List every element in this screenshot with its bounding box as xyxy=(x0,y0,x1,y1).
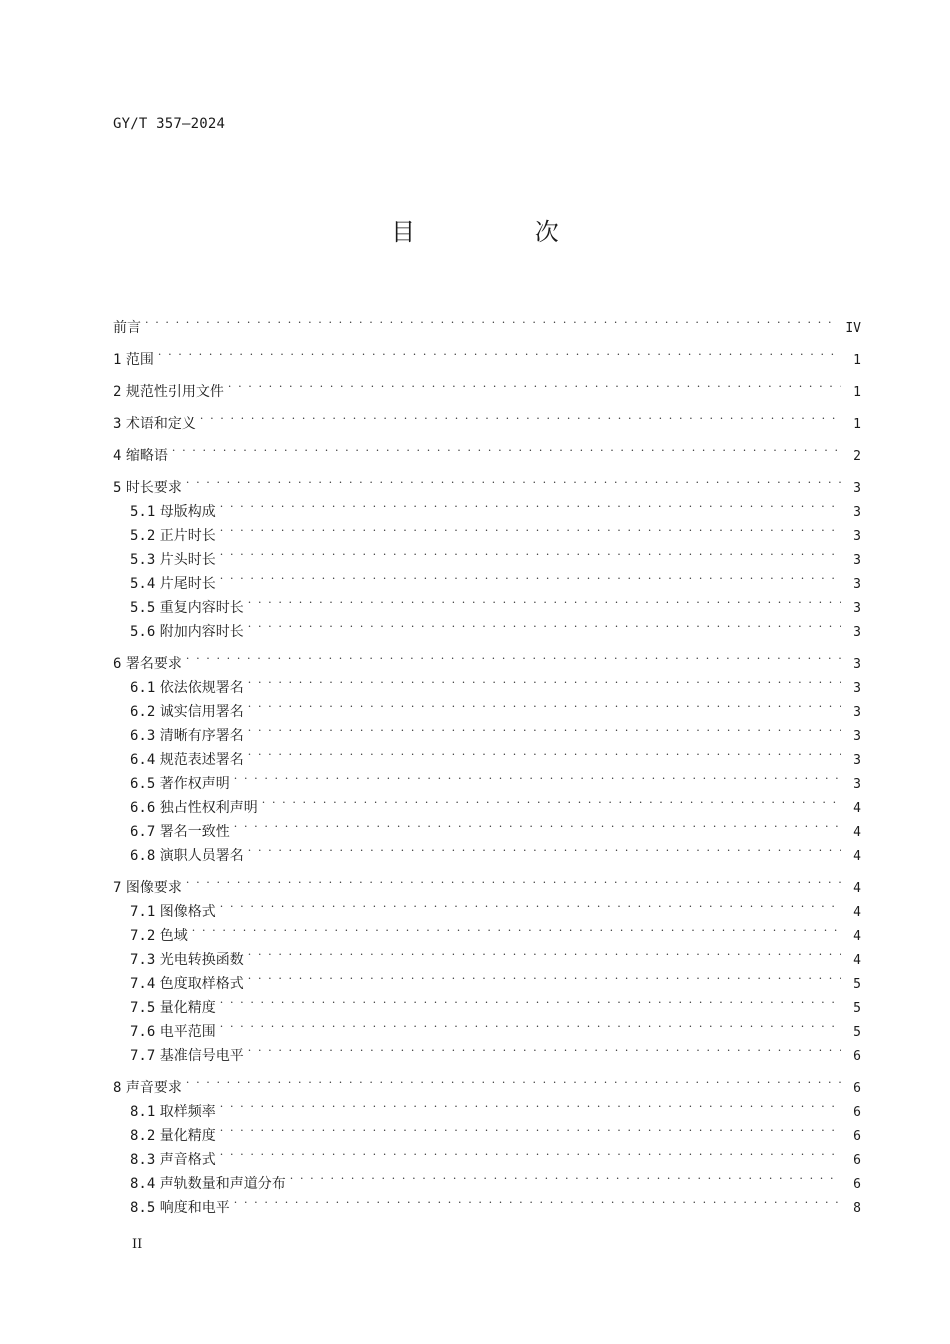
toc-entry-page: 6 xyxy=(853,1129,861,1144)
toc-entry-label xyxy=(130,1044,248,1068)
toc-entry-text: 声音要求 xyxy=(125,1080,182,1096)
toc-entry-number: 3 xyxy=(113,416,122,432)
dot-leader xyxy=(192,916,841,940)
toc-entry[interactable] xyxy=(113,564,861,592)
dot-leader xyxy=(220,564,841,588)
toc-entry-number: 8.2 xyxy=(130,1128,156,1144)
toc-entry-label xyxy=(130,1100,220,1124)
toc-entry-page: 3 xyxy=(853,553,861,568)
toc-entry[interactable] xyxy=(113,340,861,368)
toc-entry-label xyxy=(130,1020,220,1044)
dot-leader xyxy=(248,668,841,692)
toc-entry-page: 5 xyxy=(853,1001,861,1016)
dot-leader xyxy=(262,788,841,812)
toc-entry[interactable] xyxy=(113,868,861,896)
toc-entry-number: 2 xyxy=(113,384,122,400)
toc-entry-page: 4 xyxy=(853,801,861,816)
dot-leader xyxy=(228,372,841,396)
toc-entry-label xyxy=(130,548,220,572)
toc-entry-number: 7.5 xyxy=(130,1000,156,1016)
toc-entry-text: 时长要求 xyxy=(125,480,182,496)
toc-entry-label xyxy=(130,676,248,700)
toc-entry-text: 取样频率 xyxy=(159,1104,216,1120)
toc-entry-text: 前言 xyxy=(113,320,141,336)
dot-leader xyxy=(248,716,841,740)
toc-title: 目 次 xyxy=(391,218,615,246)
toc-entry-page: 3 xyxy=(853,625,861,640)
toc-entry-number: 1 xyxy=(113,352,122,368)
dot-leader xyxy=(186,1068,841,1092)
toc-entry-number: 8 xyxy=(113,1080,122,1096)
toc-entry-number: 7 xyxy=(113,880,122,896)
toc-entry-label xyxy=(130,844,248,868)
toc-entry-label xyxy=(130,596,248,620)
toc-entry[interactable] xyxy=(113,1092,861,1120)
toc-entry-number: 6.4 xyxy=(130,752,156,768)
toc-entry-text: 范围 xyxy=(125,352,154,368)
toc-entry-page: 3 xyxy=(853,777,861,792)
toc-entry-label xyxy=(130,748,248,772)
toc-entry-label xyxy=(113,876,186,900)
toc-entry-label xyxy=(113,476,186,500)
toc-entry[interactable] xyxy=(113,404,861,432)
toc-entry-page: 2 xyxy=(853,449,861,464)
toc-entry-text: 基准信号电平 xyxy=(159,1048,244,1064)
toc-entry-label xyxy=(130,724,248,748)
toc-entry-text: 色域 xyxy=(159,928,188,944)
toc-entry[interactable] xyxy=(113,892,861,920)
toc-entry-text: 独占性权利声明 xyxy=(159,800,258,816)
dot-leader xyxy=(234,1188,841,1212)
toc-entry-number: 6 xyxy=(113,656,122,672)
dot-leader xyxy=(220,1092,841,1116)
dot-leader xyxy=(220,540,841,564)
toc-entry-text: 光电转换函数 xyxy=(159,952,244,968)
toc-entry[interactable] xyxy=(113,540,861,568)
dot-leader xyxy=(158,340,841,364)
toc-entry-label xyxy=(130,948,248,972)
toc-entry-number: 6.3 xyxy=(130,728,156,744)
toc-entry-page: 4 xyxy=(853,849,861,864)
toc-entry-page: 3 xyxy=(853,577,861,592)
toc-entry-number: 7.2 xyxy=(130,928,156,944)
toc-entry[interactable] xyxy=(113,1068,861,1096)
toc-entry-text: 清晰有序署名 xyxy=(159,728,244,744)
toc-entry-text: 量化精度 xyxy=(159,1000,216,1016)
dot-leader xyxy=(186,868,841,892)
toc-entry-number: 6.8 xyxy=(130,848,156,864)
toc-entry-text: 量化精度 xyxy=(159,1128,216,1144)
dot-leader xyxy=(248,940,841,964)
toc-entry-number: 5.5 xyxy=(130,600,156,616)
toc-entry[interactable] xyxy=(113,1164,861,1192)
toc-entry-text: 色度取样格式 xyxy=(159,976,244,992)
toc-entry-number: 7.4 xyxy=(130,976,156,992)
dot-leader xyxy=(145,308,839,332)
toc-entry-page: 6 xyxy=(853,1177,861,1192)
toc-entry-label xyxy=(113,652,186,676)
toc-entry-page: 6 xyxy=(853,1153,861,1168)
toc-entry-page: 1 xyxy=(853,353,861,368)
toc-entry-number: 7.3 xyxy=(130,952,156,968)
toc-entry-page: 4 xyxy=(853,929,861,944)
toc-entry[interactable] xyxy=(113,916,861,944)
toc-entry-number: 6.1 xyxy=(130,680,156,696)
toc-entry-number: 8.5 xyxy=(130,1200,156,1216)
toc-entry-text: 术语和定义 xyxy=(125,416,196,432)
toc-entry-label xyxy=(130,620,248,644)
dot-leader xyxy=(248,1036,841,1060)
toc-entry-text: 演职人员署名 xyxy=(159,848,244,864)
toc-entry-page: IV xyxy=(845,321,861,336)
toc-entry-page: 3 xyxy=(853,705,861,720)
toc-entry-text: 图像要求 xyxy=(125,880,182,896)
toc-entry[interactable] xyxy=(113,1036,861,1064)
toc-entry-page: 6 xyxy=(853,1105,861,1120)
toc-entry-text: 电平范围 xyxy=(159,1024,216,1040)
toc-entry[interactable] xyxy=(113,372,861,400)
toc-entry-label xyxy=(130,996,220,1020)
toc-entry-page: 3 xyxy=(853,753,861,768)
toc-entry-text: 声音格式 xyxy=(159,1152,216,1168)
toc-entry-page: 8 xyxy=(853,1201,861,1216)
dot-leader xyxy=(220,892,841,916)
toc-entry[interactable] xyxy=(113,492,861,520)
toc-entry-text: 响度和电平 xyxy=(159,1200,230,1216)
toc-entry-number: 8.3 xyxy=(130,1152,156,1168)
toc-entry[interactable] xyxy=(113,1140,861,1168)
toc-entry[interactable] xyxy=(113,1012,861,1040)
dot-leader xyxy=(248,612,841,636)
toc-entry-label xyxy=(130,1196,234,1220)
toc-entry-number: 6.5 xyxy=(130,776,156,792)
toc-entry[interactable] xyxy=(113,468,861,496)
dot-leader xyxy=(200,404,841,428)
toc-entry-text: 重复内容时长 xyxy=(159,600,244,616)
dot-leader xyxy=(248,964,841,988)
toc-entry[interactable] xyxy=(113,644,861,672)
toc-entry-label xyxy=(130,700,248,724)
toc-entry-page: 3 xyxy=(853,657,861,672)
toc-entry-page: 6 xyxy=(853,1081,861,1096)
toc-entry-page: 4 xyxy=(853,905,861,920)
toc-entry-text: 缩略语 xyxy=(125,448,168,464)
toc-entry-label xyxy=(113,316,145,340)
toc-entry-page: 5 xyxy=(853,977,861,992)
toc-entry-number: 6.7 xyxy=(130,824,156,840)
toc-entry-text: 正片时长 xyxy=(159,528,216,544)
dot-leader xyxy=(220,1116,841,1140)
toc-entry[interactable] xyxy=(113,1116,861,1144)
dot-leader xyxy=(220,1140,841,1164)
toc-entry-number: 7.7 xyxy=(130,1048,156,1064)
dot-leader xyxy=(248,588,841,612)
dot-leader xyxy=(186,644,841,668)
dot-leader xyxy=(172,436,841,460)
toc-entry-label xyxy=(113,412,200,436)
toc-entry-page: 6 xyxy=(853,1049,861,1064)
toc-entry-label xyxy=(113,1076,186,1100)
toc-entry-page: 3 xyxy=(853,729,861,744)
toc-entry-text: 声轨数量和声道分布 xyxy=(159,1176,286,1192)
dot-leader xyxy=(220,1012,841,1036)
toc-entry-text: 署名一致性 xyxy=(159,824,230,840)
toc-entry-text: 诚实信用署名 xyxy=(159,704,244,720)
toc-entry-text: 规范表述署名 xyxy=(159,752,244,768)
dot-leader xyxy=(234,764,841,788)
toc-entry[interactable] xyxy=(113,516,861,544)
toc-entry-number: 7.1 xyxy=(130,904,156,920)
toc-entry-number: 5.6 xyxy=(130,624,156,640)
toc-entry-label xyxy=(130,924,192,948)
toc-entry-number: 7.6 xyxy=(130,1024,156,1040)
toc-entry-page: 3 xyxy=(853,505,861,520)
toc-entry-label xyxy=(130,820,234,844)
toc-entry-number: 4 xyxy=(113,448,122,464)
toc-entry-number: 5.2 xyxy=(130,528,156,544)
toc-entry[interactable] xyxy=(113,308,861,336)
toc-entry-label xyxy=(113,380,228,404)
toc-entry-label xyxy=(130,572,220,596)
dot-leader xyxy=(186,468,841,492)
toc-entry-label xyxy=(130,500,220,524)
dot-leader xyxy=(248,836,841,860)
toc-entry-number: 5.4 xyxy=(130,576,156,592)
toc-entry[interactable] xyxy=(113,436,861,464)
toc-entry[interactable] xyxy=(113,988,861,1016)
dot-leader xyxy=(248,692,841,716)
toc-entry-text: 依法依规署名 xyxy=(159,680,244,696)
toc-entry-label xyxy=(113,348,158,372)
toc-entry[interactable] xyxy=(113,940,861,968)
document-code: GY/T 357—2024 xyxy=(113,116,226,132)
toc-entry[interactable] xyxy=(113,668,861,696)
toc-entry-number: 8.1 xyxy=(130,1104,156,1120)
dot-leader xyxy=(220,492,841,516)
dot-leader xyxy=(248,740,841,764)
page-number: II xyxy=(132,1237,143,1252)
toc-entry-label xyxy=(130,1148,220,1172)
toc-entry-text: 片尾时长 xyxy=(159,576,216,592)
toc-entry-page: 4 xyxy=(853,953,861,968)
toc-entry-page: 5 xyxy=(853,1025,861,1040)
toc-entry-label xyxy=(113,444,172,468)
toc-entry-page: 3 xyxy=(853,601,861,616)
toc-entry-number: 6.6 xyxy=(130,800,156,816)
dot-leader xyxy=(234,812,841,836)
toc-entry-number: 8.4 xyxy=(130,1176,156,1192)
toc-entry-page: 3 xyxy=(853,481,861,496)
toc-entry-label xyxy=(130,1124,220,1148)
toc-entry-label xyxy=(130,772,234,796)
toc-entry-page: 1 xyxy=(853,417,861,432)
toc-entry-page: 3 xyxy=(853,529,861,544)
toc-entry-text: 规范性引用文件 xyxy=(125,384,224,400)
toc-entry-text: 图像格式 xyxy=(159,904,216,920)
toc-entry-page: 3 xyxy=(853,681,861,696)
dot-leader xyxy=(290,1164,841,1188)
toc-entry[interactable] xyxy=(113,588,861,616)
toc-entry-page: 1 xyxy=(853,385,861,400)
toc-entry-text: 片头时长 xyxy=(159,552,216,568)
table-of-contents xyxy=(113,308,861,1216)
toc-entry-text: 署名要求 xyxy=(125,656,182,672)
dot-leader xyxy=(220,988,841,1012)
toc-entry-label xyxy=(130,524,220,548)
toc-entry-text: 母版构成 xyxy=(159,504,216,520)
toc-entry-number: 5 xyxy=(113,480,122,496)
toc-entry-number: 5.1 xyxy=(130,504,156,520)
toc-entry-text: 附加内容时长 xyxy=(159,624,244,640)
toc-entry-number: 5.3 xyxy=(130,552,156,568)
dot-leader xyxy=(220,516,841,540)
toc-entry-page: 4 xyxy=(853,881,861,896)
toc-entry-number: 6.2 xyxy=(130,704,156,720)
toc-entry-page: 4 xyxy=(853,825,861,840)
toc-entry-text: 著作权声明 xyxy=(159,776,230,792)
